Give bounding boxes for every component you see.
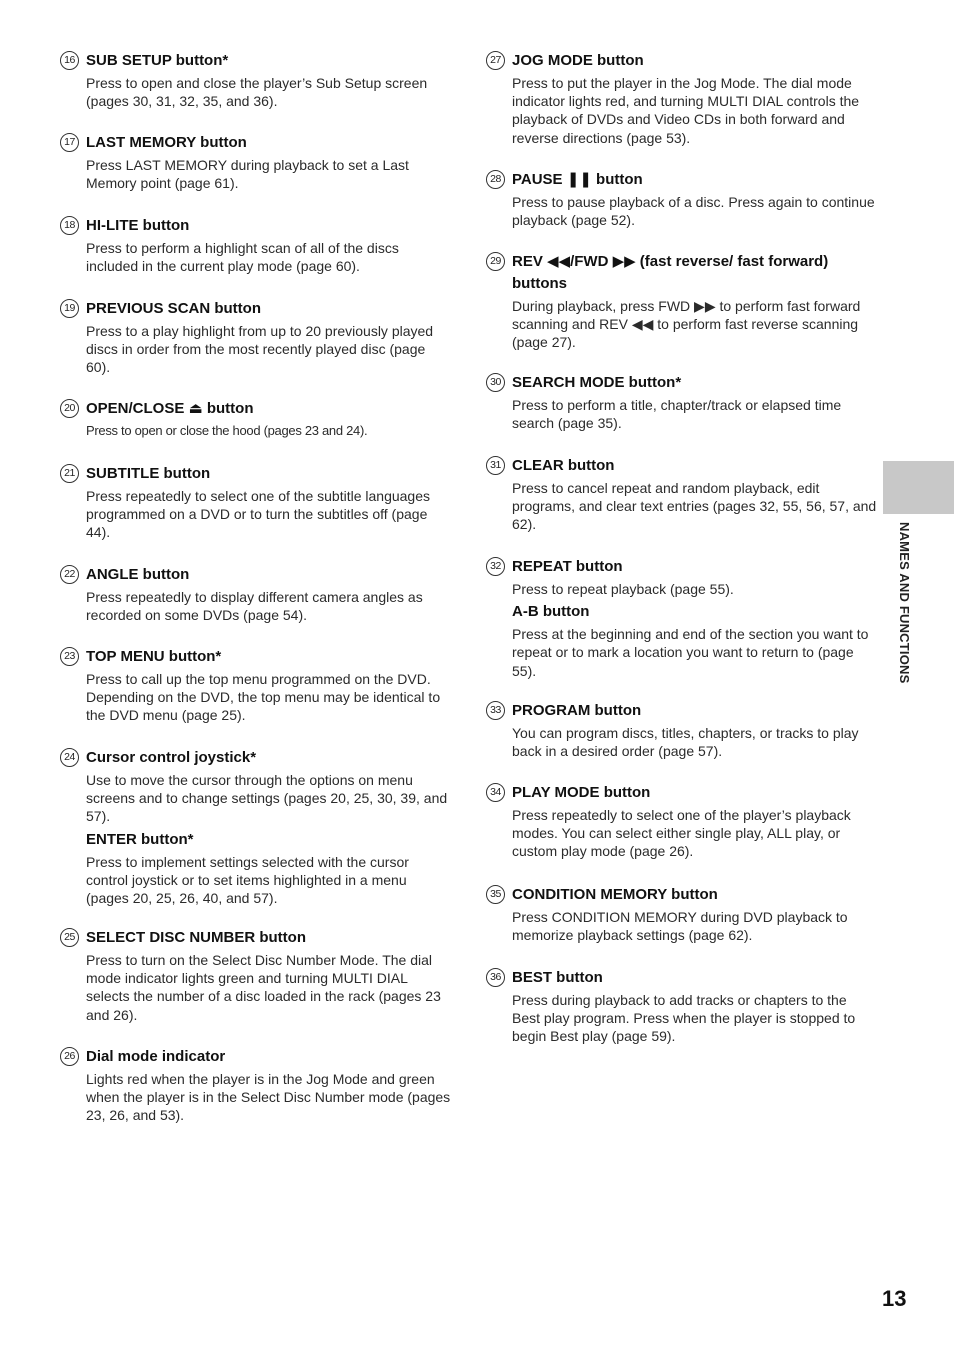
entry-description: During playback, press FWD ▶▶ to perform fast forward scanning and REV ◀◀ to perform fast reverse scanning (page 27). [512, 298, 861, 351]
entry-jog-mode [486, 50, 878, 147]
entry-angle [60, 564, 452, 624]
entry-title: SELECT DISC NUMBER button [86, 929, 306, 946]
entry-title: TOP MENU button* [86, 648, 222, 665]
entry-subtitle-title: A-B button [512, 603, 590, 621]
item-number: 29 [486, 252, 505, 271]
entry-title: OPEN/CLOSE ⏏ button [86, 400, 254, 417]
entry-title: CLEAR button [512, 457, 615, 474]
entry-repeat [486, 556, 878, 680]
page-number: 13 [882, 1286, 907, 1311]
entry-hi-lite [60, 215, 452, 275]
entry-select-disc-number [60, 927, 452, 1024]
item-number: 36 [486, 968, 505, 987]
entry-description: Press to a play highlight from up to 20 previously played discs in order from the most recently played disc (page 60). [86, 323, 434, 376]
item-number: 34 [486, 783, 505, 802]
entry-title: Dial mode indicator [86, 1048, 226, 1065]
entry-open-close [60, 398, 452, 440]
entry-description: Press to put the player in the Jog Mode. The dial mode indicator lights red, and turning MULTI DIAL controls the playback of DVDs and Video CDs in both forward and reverse directions (page 53). [512, 75, 860, 146]
entry-title: PREVIOUS SCAN button [86, 300, 261, 317]
entry-description: Press to turn on the Select Disc Number Mode. The dial mode indicator lights green and turning MULTI DIAL selects the number of a disc loaded in the rack (pages 23 and 26). [86, 952, 441, 1023]
entry-title: SUBTITLE button [86, 465, 211, 482]
entry-title: REV ◀◀/FWD ▶▶ (fast reverse/ fast forward) buttons [512, 253, 829, 292]
entry-dial-mode-indicator [60, 1046, 452, 1125]
item-number: 24 [60, 748, 79, 767]
entry-title: JOG MODE button [512, 52, 644, 69]
entry-title: PAUSE ❚❚ button [512, 171, 643, 188]
item-number: 21 [60, 464, 79, 483]
entry-description: Press repeatedly to select one of the subtitle languages programmed on a DVD or to turn the subtitles off (page 44). [86, 488, 430, 541]
entry-subtitle-description: Press at the beginning and end of the section you want to repeat or to mark a location you want to return to (page 55). [512, 626, 869, 679]
section-tab [883, 461, 954, 514]
item-number: 20 [60, 399, 79, 418]
item-number: 33 [486, 701, 505, 720]
item-number: 26 [60, 1047, 79, 1066]
item-number: 27 [486, 51, 505, 70]
entry-title: SUB SETUP button* [86, 52, 229, 69]
item-number: 28 [486, 170, 505, 189]
item-number: 18 [60, 216, 79, 235]
entry-title: CONDITION MEMORY button [512, 886, 718, 903]
entry-title: REPEAT button [512, 558, 623, 575]
entry-title: PLAY MODE button [512, 784, 651, 801]
entry-play-mode [486, 782, 878, 861]
item-number: 30 [486, 373, 505, 392]
entry-description: Press LAST MEMORY during playback to set a Last Memory point (page 61). [86, 157, 409, 192]
item-number: 31 [486, 456, 505, 475]
entry-description: You can program discs, titles, chapters, or tracks to play back in a desired order (page 57). [512, 725, 859, 760]
entry-last-memory [60, 132, 452, 192]
entry-description: Press to pause playback of a disc. Press again to continue playback (page 52). [512, 194, 875, 229]
entry-program [486, 700, 878, 760]
entry-title: LAST MEMORY button [86, 134, 247, 151]
entry-description: Press repeatedly to display different camera angles as recorded on some DVDs (page 54). [86, 589, 423, 624]
entry-sub-setup [60, 50, 452, 110]
item-number: 25 [60, 928, 79, 947]
entry-description: Press to perform a title, chapter/track or elapsed time search (page 35). [512, 397, 842, 432]
entry-clear [486, 455, 878, 534]
item-number: 23 [60, 647, 79, 666]
item-number: 32 [486, 557, 505, 576]
entry-description: Press during playback to add tracks or chapters to the Best play program. Press when the player is stopped to begin Best play (page 59). [512, 992, 856, 1045]
entry-description: Lights red when the player is in the Jog Mode and green when the player is in the Select Disc Number mode (pages 23, 26, and 53). [86, 1071, 451, 1124]
item-number: 16 [60, 51, 79, 70]
entry-description: Use to move the cursor through the options on menu screens and to change settings (pages 20, 25, 30, 39, and 57). [86, 772, 448, 825]
entry-description: Press to call up the top menu programmed on the DVD. Depending on the DVD, the top menu may be identical to the DVD menu (page 25). [86, 671, 441, 724]
item-number: 35 [486, 885, 505, 904]
entry-title: ANGLE button [86, 566, 190, 583]
entry-condition-memory [486, 884, 878, 944]
entry-title: SEARCH MODE button* [512, 374, 682, 391]
entry-top-menu [60, 646, 452, 725]
item-number: 22 [60, 565, 79, 584]
entry-title: PROGRAM button [512, 702, 642, 719]
entry-description: Press to perform a highlight scan of all of the discs included in the current play mode (page 60). [86, 240, 399, 275]
entry-title: Cursor control joystick* [86, 749, 257, 766]
entry-description: Press to cancel repeat and random playback, edit programs, and clear text entries (pages 32, 55, 56, 57, and 62). [512, 480, 877, 533]
entry-description: Press CONDITION MEMORY during DVD playback to memorize playback settings (page 62). [512, 909, 848, 944]
item-number: 19 [60, 299, 79, 318]
entry-description: Press to repeat playback (page 55). [512, 581, 734, 597]
entry-rev-fwd [486, 251, 878, 352]
entry-subtitle [60, 463, 452, 542]
entry-best [486, 967, 878, 1046]
entry-title: BEST button [512, 969, 603, 986]
entry-description: Press repeatedly to select one of the player’s playback modes. You can select either single play, ALL play, or custom play mode (page 26). [512, 807, 851, 860]
entry-description: Press to open and close the player’s Sub Setup screen (pages 30, 31, 32, 35, and 36). [86, 75, 428, 110]
entry-title: HI-LITE button [86, 217, 190, 234]
item-number: 17 [60, 133, 79, 152]
entry-subtitle-description: Press to implement settings selected with the cursor control joystick or to set items highlighted in a menu (pages 20, 25, 26, 40, and 57). [86, 853, 409, 907]
entry-cursor-joystick [60, 747, 452, 907]
entry-description: Press to open or close the hood (pages 23 and 24). [86, 423, 368, 438]
section-label-text: NAMES AND FUNCTIONS [897, 522, 912, 684]
entry-search-mode [486, 372, 878, 432]
entry-subtitle-title: ENTER button* [86, 830, 194, 848]
section-label [896, 522, 914, 702]
entry-previous-scan [60, 298, 452, 377]
entry-pause [486, 169, 878, 229]
